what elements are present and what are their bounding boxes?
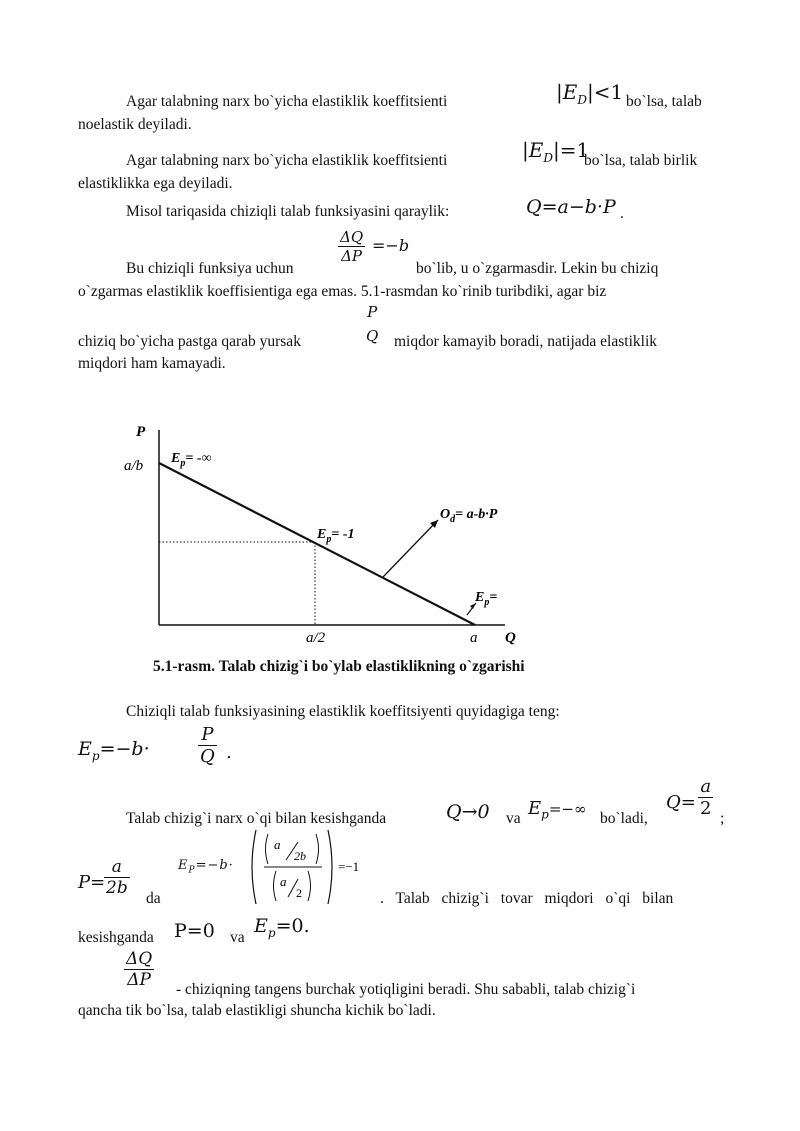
p6-formula-q: Q→0 [446,801,490,823]
p7-va: va [230,929,245,946]
p7-fraction: $\frac{a}{2b}$ [106,857,128,898]
svg-text:=−1: =−1 [338,859,360,874]
intercept-q-label: a [470,630,478,646]
p7-da: da [146,890,161,907]
demand-elasticity-figure [110,410,550,650]
p1-line1-tail: bo`lsa, talab [626,93,702,110]
p4-line3-tail: miqdor kamayib boradi, natijada elastiklik [394,333,658,350]
p4-line1-tail: bo`lib, u o`zgarmasdir. Lekin bu chiziq [416,260,659,277]
p6-fraction: $\frac{a}{2}$ [700,776,712,819]
p5-text: Chiziqli talab funksiyasining elastiklik koeffitsiyenti quyidagiga teng: [126,703,560,720]
p3-formula: Q=a−b·P [526,196,616,218]
intercept-p-label: a/b [124,458,144,474]
p1-formula: $|E_D|<1$ [556,80,624,107]
p2-line1-tail: bo`lsa, talab birlik [584,152,698,169]
p6-text-b: bo`ladi, [600,810,648,827]
p6-va: va [506,810,521,827]
p3-text: Misol tariqasida chiziqli talab funksiyasini qaraylik: [126,203,450,220]
p4-line3-text: chiziq bo`yicha pastga qarab yursak [78,333,301,350]
svg-text:a: a [274,837,281,852]
p5-formula-lhs: $E_p=-b\cdot$ [78,738,150,763]
svg-text:2b: 2b [294,849,306,863]
p7-line2-text: kesishganda [78,929,154,946]
p8-fraction: $\frac{\Delta Q}{\Delta P}$ [126,949,153,990]
demand-line [159,463,475,625]
p-axis-label: P [136,424,146,440]
p8-line1: - chiziqning tangens burchak yotiqligini beradi. Shu sababli, talab chizig`i [176,981,636,998]
p7-big-formula-fraction [246,826,386,908]
p4-line4: miqdori ham kamayadi. [78,355,226,372]
p6-formula-ep: $E_p=-\infty$ [528,798,587,822]
ep-mid-label: $E_p= -1$ [317,527,355,545]
p8-line2: qancha tik bo`lsa, talab elastikligi shuncha kichik bo`ladi. [78,1002,436,1019]
p6-semicolon: ; [720,810,725,827]
p5-formula-tail: . [226,742,232,763]
q-axis-label: Q [505,630,516,646]
p7-formula-p-lhs: P= [78,872,106,893]
p4-fraction-tail: =−b [372,236,410,255]
p2-line1-text: Agar talabning narx bo`yicha elastiklik koeffitsienti [126,152,448,169]
ep-top-label: $E_p=$ -∞ [171,451,212,469]
p7-big-formula-lhs: $E_P=-b\cdot$ [178,858,234,876]
svg-text:a: a [280,874,287,889]
svg-text:2: 2 [296,886,302,900]
ep-bottom-label: $E_p=$ [475,590,498,608]
curve-label-pointer [383,520,438,577]
p2-formula: $|E_D|=1$ [522,138,590,165]
p1-line2: noelastik deyiladi. [78,116,192,133]
p4-line2: o`zgarmas elastiklik koeffisientiga ega emas. 5.1-rasmdan ko`rinib turibdiki, agar biz [78,283,607,300]
p6-text: Talab chizig`i narx o`qi bilan kesishganda [126,810,387,827]
p7-text-b: . Talab chizig`i tovar miqdori o`qi bilan [380,890,674,907]
mid-q-label: a/2 [306,630,326,646]
demand-curve-label: $O_d= a-b\cdot P$ [440,507,498,525]
p4-fraction: $\frac{\Delta Q}{\Delta P}$ [340,228,364,265]
p1-line1-text: Agar talabning narx bo`yicha elastiklik koeffitsienti [126,93,448,110]
figure-caption: 5.1-rasm. Talab chizig`i bo`ylab elastiklikning o`zgarishi [153,658,525,675]
p3-dot: . [620,205,624,222]
p4-fraction2: P Q [366,303,379,345]
p5-fraction: $\frac{P}{Q}$ [200,724,215,767]
p7-formula-ep0: $E_p=0$. [254,915,310,940]
p2-line2: elastiklikka ega deyiladi. [78,175,233,192]
p6-formula-q-lhs: Q= [666,792,696,813]
p4-line1-text: Bu chiziqli funksiya uchun [126,260,294,277]
p7-formula-p0: P=0 [174,920,215,942]
